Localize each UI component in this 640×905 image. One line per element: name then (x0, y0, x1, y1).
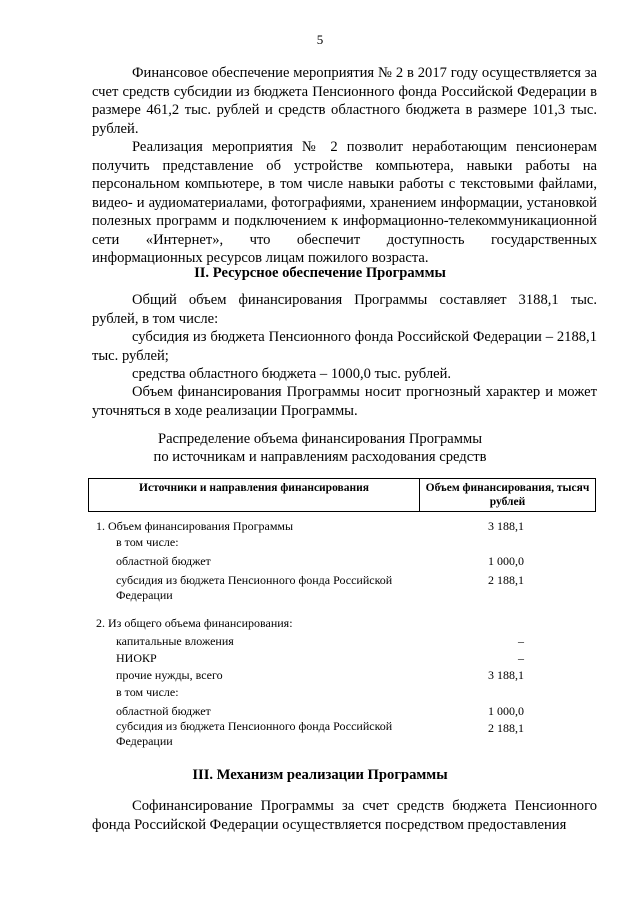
paragraph-total-funding: Общий объем финансирования Программы составляет 3188,1 тыс. рублей, в том числе: (92, 292, 597, 327)
table-header-sources: Источники и направления финансирования (89, 479, 420, 511)
table-row-label: 1. Объем финансирования Программы (96, 519, 294, 533)
table-row-value: 1 000,0 (488, 554, 524, 568)
paragraph-funding-forecast: Объем финансирования Программы носит прогнозный характер и может уточняться в ходе реализации Программы. (92, 384, 597, 419)
table-row-label: в том числе: (116, 535, 179, 549)
table-row-label: областной бюджет (116, 554, 211, 568)
table-row-value: 3 188,1 (488, 519, 524, 533)
table-row-label: прочие нужды, всего (116, 668, 223, 682)
table-row-value: 3 188,1 (488, 668, 524, 682)
table-row-label: субсидия из бюджета Пенсионного фонда Российской Федерации (116, 573, 393, 602)
table-caption-line1: Распределение объема финансирования Программы (157, 431, 483, 447)
paragraph-cofinancing: Софинансирование Программы за счет средств бюджета Пенсионного фонда Российской Федерации осуществляется посредством предоставления (92, 798, 597, 833)
paragraph-funding-measure-2: Финансовое обеспечение мероприятия № 2 в 2017 году осуществляется за счет средств субсидии из бюджета Пенсионного фонда Российской Федерации в размере 461,2 тыс. рублей и средств областного бюджета в размере 101,3 тыс. рублей. (92, 65, 597, 137)
table-row-value: 1 000,0 (488, 704, 524, 718)
table-row-label: областной бюджет (116, 704, 211, 718)
table-row-value: – (518, 651, 524, 665)
table-row-label: 2. Из общего объема финансирования: (96, 616, 293, 630)
table-caption-line2: по источникам и направлениям расходования средств (153, 449, 487, 465)
table-row-value: – (518, 634, 524, 648)
paragraph-pension-fund-subsidy: субсидия из бюджета Пенсионного фонда Российской Федерации – 2188,1 тыс. рублей; (92, 329, 597, 364)
table-row-label: в том числе: (116, 685, 179, 699)
funding-table-header (88, 478, 596, 512)
paragraph-measure-2-outcome: Реализация мероприятия № 2 позволит неработающим пенсионерам получить представление об устройстве компьютера, навыки работы на персональном компьютере, в том числе навыки работы с текстовыми файлами, видео- и аудиоматериалами, фотографиями, хранением информации, установкой полезных программ и подключением к информационно-телекоммуникационной сети «Интернет», что обеспечит доступность государственных информационных ресурсов лицам пожилого возраста. (92, 139, 597, 266)
table-row-label: НИОКР (116, 651, 157, 665)
table-row-value: 2 188,1 (488, 721, 524, 735)
section-heading-mechanism: III. Механизм реализации Программы (192, 767, 448, 783)
page-number: 5 (316, 32, 324, 47)
table-row-label: капитальные вложения (116, 634, 234, 648)
section-heading-resources: II. Ресурсное обеспечение Программы (194, 265, 446, 281)
table-row-value: 2 188,1 (488, 573, 524, 587)
table-row-label: субсидия из бюджета Пенсионного фонда Российской Федерации (116, 719, 393, 748)
table-header-amount: Объем финансирования, тысяч рублей (425, 482, 590, 508)
paragraph-regional-budget: средства областного бюджета – 1000,0 тыс. рублей. (132, 366, 452, 382)
